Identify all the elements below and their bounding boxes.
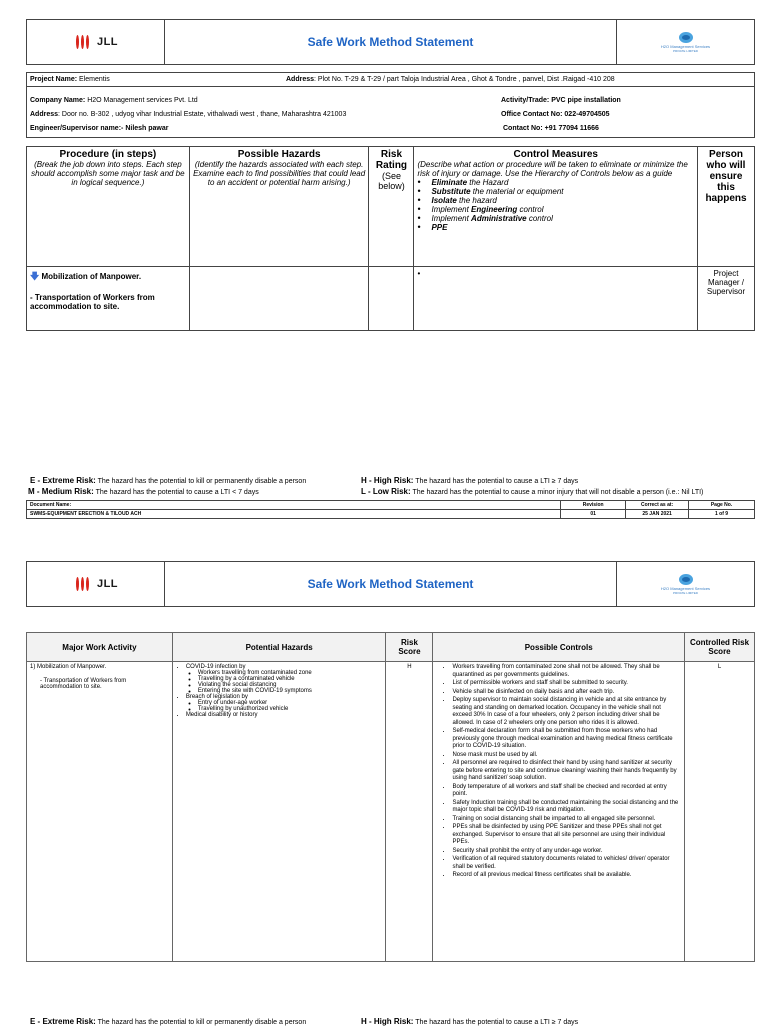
document-info-table: Document Name: Revision Correct as at: Page No. SWMS-EQUIPMENT ERECTION & TILOUD ACH 01 25 JAN 2021 1 of 9 bbox=[26, 500, 755, 519]
hierarchy-of-controls bbox=[417, 178, 694, 232]
office-contact: 022-49704505 bbox=[564, 111, 610, 118]
page2-header bbox=[26, 561, 755, 607]
list-item: ◦ Entry of under-age worker bbox=[198, 700, 383, 706]
list-item: ◦ Travelling by a contaminated vehicle bbox=[198, 676, 383, 682]
list-item: • COVID-19 infection by ◦ Workers travelling from contaminated zone ◦ Travelling by a contaminated vehicle ◦ Violating the social distancing ◦ Entering the site with COVID-19 symptoms bbox=[186, 664, 383, 694]
contact-number: +91 77094 11666 bbox=[544, 125, 599, 132]
list-item: • Medical disability or history bbox=[186, 712, 383, 718]
company-address-row: Address: Door no. B-302 , udyog vihar Industrial Estate, vithalwadi west , thane, Maharashtra 421003 bbox=[30, 111, 347, 118]
activity-trade: PVC pipe installation bbox=[551, 97, 621, 104]
list-item: • Breach of legislation by ◦ Entry of under-age worker ◦ Travelling by unauthorized vehicle bbox=[186, 694, 383, 712]
list-item: • PPEs shall be disinfected by using PPE Sanitizer and these PPEs shall not get exchanged. Supervisor to ensure that all site personnel are using their individual PPEs. bbox=[452, 824, 681, 847]
control-cell: • bbox=[414, 267, 698, 331]
list-item: • Record of all previous medical fitness certificates shall be available. bbox=[452, 872, 681, 880]
legend-medium: M - Medium Risk: The hazard has the potential to cause a LTI < 7 days bbox=[28, 487, 259, 496]
list-item: • PPE bbox=[417, 223, 694, 232]
project-name: Elementis bbox=[79, 76, 110, 83]
jll-logo-icon bbox=[73, 576, 93, 592]
list-item: • Vehicle shall be disinfected on daily basis and after each trip. bbox=[452, 689, 681, 697]
list-item: • Implement Administrative control bbox=[417, 214, 694, 223]
h2o-logo-text: H2O Management Services bbox=[660, 43, 711, 49]
h2o-logo bbox=[616, 20, 754, 64]
list-item: • Body temperature of all workers and staff shall be checked and recorded at entry point. bbox=[452, 784, 681, 799]
document-name: SWMS-EQUIPMENT ERECTION & TILOUD ACH bbox=[27, 510, 561, 519]
col-procedure: Procedure (in steps) bbox=[59, 149, 157, 160]
company-row: Company Name: H2O Management services Pvt. Ltd bbox=[30, 97, 198, 104]
h2o-logo-icon bbox=[679, 32, 693, 43]
list-item: ◦ Travelling by unauthorized vehicle bbox=[198, 706, 383, 712]
list-item: • Training on social distancing shall be imparted to all engaged site personnel. bbox=[452, 816, 681, 824]
list-item: • Self-medical declaration form shall be submitted from those workers who had previously gone through medical examination and having medical fitness certificate prior to COVID-19 situation. bbox=[452, 728, 681, 751]
list-item: ◦ Workers travelling from contaminated zone bbox=[198, 670, 383, 676]
page1-header bbox=[26, 19, 755, 65]
correct-date: 25 JAN 2021 bbox=[626, 510, 689, 519]
jll-logo: JLL bbox=[27, 562, 165, 606]
jll-logo bbox=[27, 20, 165, 64]
project-name-row: Project Name: Elementis bbox=[30, 76, 110, 83]
col-possible-controls: Possible Controls bbox=[433, 633, 685, 662]
hazards-cell bbox=[189, 267, 369, 331]
project-address: Plot No. T-29 & T-29 / part Taloja Industrial Area , Ghot & Tondre , panvel, Dist .Raigad -410 208 bbox=[317, 76, 615, 83]
jll-logo-text: JLL bbox=[96, 36, 119, 48]
activity-description: - Transportation of Workers from accommodation to site. bbox=[40, 678, 127, 690]
list-item: • Nose mask must be used by all. bbox=[452, 752, 681, 760]
person-responsible: Project Manager / Supervisor bbox=[698, 267, 755, 331]
office-contact-row: Office Contact No: 022-49704505 bbox=[501, 111, 610, 118]
work-activity-table bbox=[26, 632, 755, 962]
risk-cell bbox=[369, 267, 414, 331]
legend-extreme: E - Extreme Risk: The hazard has the potential to kill or permanently disable a person bbox=[30, 476, 307, 485]
list-item: ◦ Violating the social distancing bbox=[198, 682, 383, 688]
list-item: • Safety Induction training shall be conducted maintaining the social distancing and the major topic shall be COVID-19 risk and mitigation. bbox=[452, 800, 681, 815]
list-item: • Security shall prohibit the entry of any under-age worker. bbox=[452, 848, 681, 856]
list-item: • Isolate the hazard bbox=[417, 196, 694, 205]
work-activity-header bbox=[27, 633, 755, 662]
col-hazards: Possible Hazards bbox=[237, 149, 321, 160]
revision: 01 bbox=[561, 510, 626, 519]
procedure-table-header: Procedure (in steps) (Break the job down into steps. Each step should accomplish some major task and be in logical sequence.) Possible Hazards (Identify the hazards associated with each step. Examine each to find possibilities that could lead to an accident or potential harm arising.) Risk Rating (See below) Control Measures (Describe what action or procedure will be taken to eliminate or minimize the risk of injury or damage. Use the Hierarchy of Controls below as a guide • Eliminate the Hazard • Substitute the material or equipment • Isolate the hazard • Implement Engineering control • Implement Administrative control • PPE Person who will ensure this happens bbox=[27, 147, 755, 267]
step-description: - Transportation of Workers from accommodation to site. bbox=[30, 293, 155, 311]
col-risk-rating: Risk Rating bbox=[375, 149, 408, 171]
hazard-list bbox=[176, 664, 383, 718]
list-item: • Deploy supervisor to maintain social distancing in vehicle and at site entrance by seating and standing on demarked location. Occupancy in the vehicle shall not exceed 30% In case of a four wheelers, only 2 person including driver shall be allowed. In case of 2 wheelers only one person who rides it is allowed. bbox=[452, 697, 681, 727]
col-risk-score: Risk Score bbox=[386, 633, 433, 662]
col-controlled-risk-score: Controlled Risk Score bbox=[685, 633, 755, 662]
list-item: • List of permissible workers and staff shall be submitted to security. bbox=[452, 680, 681, 688]
page-title: Safe Work Method Statement bbox=[307, 35, 474, 49]
step-title: Mobilization of Manpower. bbox=[41, 272, 142, 281]
risk-score: H bbox=[386, 662, 433, 962]
jll-logo-icon bbox=[73, 34, 93, 50]
page-title: Safe Work Method Statement bbox=[307, 577, 474, 591]
col-potential-hazards: Potential Hazards bbox=[172, 633, 386, 662]
controls-list bbox=[436, 664, 681, 880]
procedure-table bbox=[26, 146, 755, 331]
engineer-row: Engineer/Supervisor name:- Nilesh pawar bbox=[30, 125, 169, 132]
col-control-measures: Control Measures bbox=[513, 149, 598, 160]
list-item: • Substitute the material or equipment bbox=[417, 187, 694, 196]
list-item: • Eliminate the Hazard bbox=[417, 178, 694, 187]
company-address: Door no. B-302 , udyog vihar Industrial Estate, vithalwadi west , thane, Maharashtra 421003 bbox=[61, 111, 347, 118]
h2o-logo-icon bbox=[679, 574, 693, 585]
list-item: • Implement Engineering control bbox=[417, 205, 694, 214]
activity-row: Activity/Trade: PVC pipe installation bbox=[501, 97, 621, 104]
list-item: • Workers travelling from contaminated zone shall not be allowed. They shall be quarantined as per governments guidelines. bbox=[452, 664, 681, 679]
table-row bbox=[27, 662, 755, 962]
legend-high: H - High Risk: The hazard has the potential to cause a LTI ≥ 7 days bbox=[361, 476, 579, 485]
contact-row: Contact No: +91 77094 11666 bbox=[503, 125, 599, 132]
legend-high: H - High Risk: The hazard has the potential to cause a LTI ≥ 7 days bbox=[361, 1017, 579, 1026]
list-item: • All personnel are required to disinfect their hand by using hand sanitizer at security gate before entering to site and continue cleaning/ washing their hands frequently by using hand sanitizer/ soap solution. bbox=[452, 760, 681, 783]
h2o-logo: H2O Management Services PRIVATE LIMITED bbox=[616, 562, 754, 606]
col-person-responsible: Person who will ensure this happens bbox=[705, 149, 747, 204]
project-address-row: Address: Plot No. T-29 & T-29 / part Taloja Industrial Area , Ghot & Tondre , panvel, Dist .Raigad -410 208 bbox=[286, 76, 615, 83]
controlled-risk-score: L bbox=[685, 662, 755, 962]
project-info bbox=[26, 72, 755, 138]
arrow-bullet-icon: 🡇 bbox=[30, 271, 40, 281]
company-name: H2O Management services Pvt. Ltd bbox=[87, 97, 198, 104]
list-item: • Verification of all required statutory documents related to vehicles/ driver/ operator shall be verified. bbox=[452, 856, 681, 871]
legend-low: L - Low Risk: The hazard has the potential to cause a minor injury that will not disable a person (i.e.: Nil LTI) bbox=[361, 487, 704, 496]
engineer-name: Nilesh pawar bbox=[125, 125, 169, 132]
table-row bbox=[27, 267, 755, 331]
legend-extreme: E - Extreme Risk: The hazard has the potential to kill or permanently disable a person bbox=[30, 1017, 307, 1026]
page-number: 1 of 9 bbox=[689, 510, 755, 519]
col-major-work-activity: Major Work Activity bbox=[27, 633, 173, 662]
h2o-logo-subtext: PRIVATE LIMITED bbox=[672, 48, 699, 53]
activity-title: 1) Mobilization of Manpower. bbox=[30, 664, 107, 670]
list-item: ◦ Entering the site with COVID-19 symptoms bbox=[198, 688, 383, 694]
step-title-row bbox=[30, 269, 186, 285]
